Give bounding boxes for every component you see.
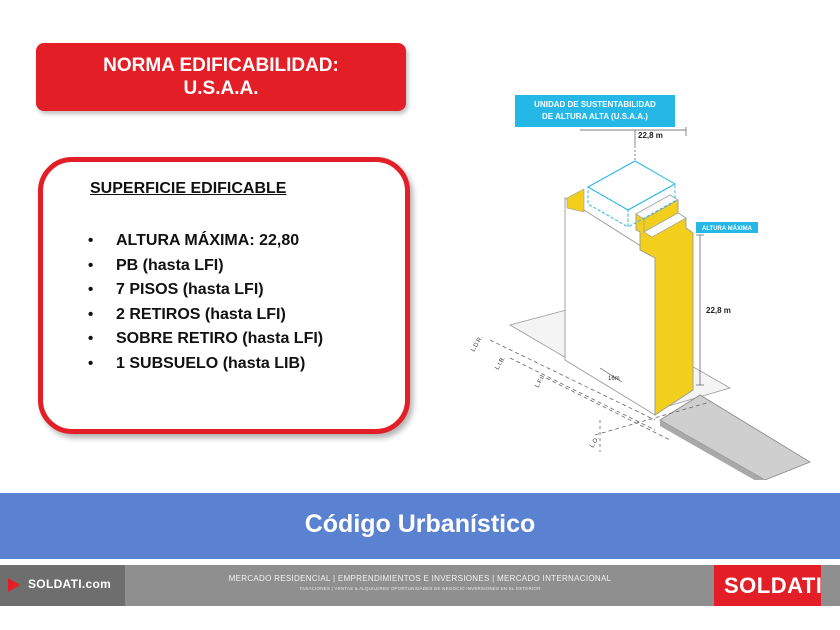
depth-label: 16m [608, 376, 620, 382]
lo-label: L.O. [589, 436, 601, 449]
soldati-logo[interactable] [714, 565, 821, 606]
footer-services [190, 574, 650, 591]
side-height-label: 22,8 m [706, 306, 731, 315]
card-heading: SUPERFICIE EDIFICABLE [90, 180, 287, 197]
lib-label: L.I.B. [494, 355, 507, 371]
list-item: • 1 SUBSUELO (hasta LIB) [88, 355, 323, 373]
soldati-com-logo[interactable] [0, 565, 125, 606]
lfi-label: L.F.I. [534, 374, 547, 389]
building-diagram [460, 90, 840, 480]
list-item: • ALTURA MÁXIMA: 22,80 [88, 232, 323, 250]
list-item: • 2 RETIROS (hasta LFI) [88, 306, 323, 324]
top-height-label: 22,8 m [638, 131, 663, 140]
title-line-1: NORMA EDIFICABILIDAD: [103, 55, 339, 76]
altura-label: ALTURA MÁXIMA [702, 226, 752, 232]
list-item: • 7 PISOS (hasta LFI) [88, 281, 323, 299]
footer-services-line1: MERCADO RESIDENCIAL | EMPRENDIMIENTOS E INVERSIONES | MERCADO INTERNACIONAL [228, 574, 612, 583]
ldr-label: L.D.R. [470, 335, 485, 353]
footer-services-line2: TASACIONES | VENTAS & ALQUILERES OPORTUNIDADES DE NEGOCIO INVERSIONES EN EL EXTERIOR [299, 586, 541, 591]
usaa-label-line1: UNIDAD DE SUSTENTABILIDAD [534, 100, 656, 109]
list-item: • PB (hasta LFI) [88, 257, 323, 275]
soldati-com-text: SOLDATI.com [28, 577, 112, 591]
buildable-area-card [38, 157, 410, 434]
banner-title: Código Urbanístico [304, 510, 536, 538]
title-line-2: U.S.A.A. [183, 78, 259, 99]
building-left-stripe [567, 189, 584, 212]
soldati-logo-text: SOLDATI [724, 573, 823, 598]
card-list [88, 232, 323, 379]
usaa-label-line2: DE ALTURA ALTA (U.S.A.A.) [542, 112, 648, 121]
logo-arrow-icon [8, 578, 20, 592]
title-box [36, 43, 406, 111]
list-item: • SOBRE RETIRO (hasta LFI) [88, 330, 323, 348]
section-banner [0, 493, 840, 559]
